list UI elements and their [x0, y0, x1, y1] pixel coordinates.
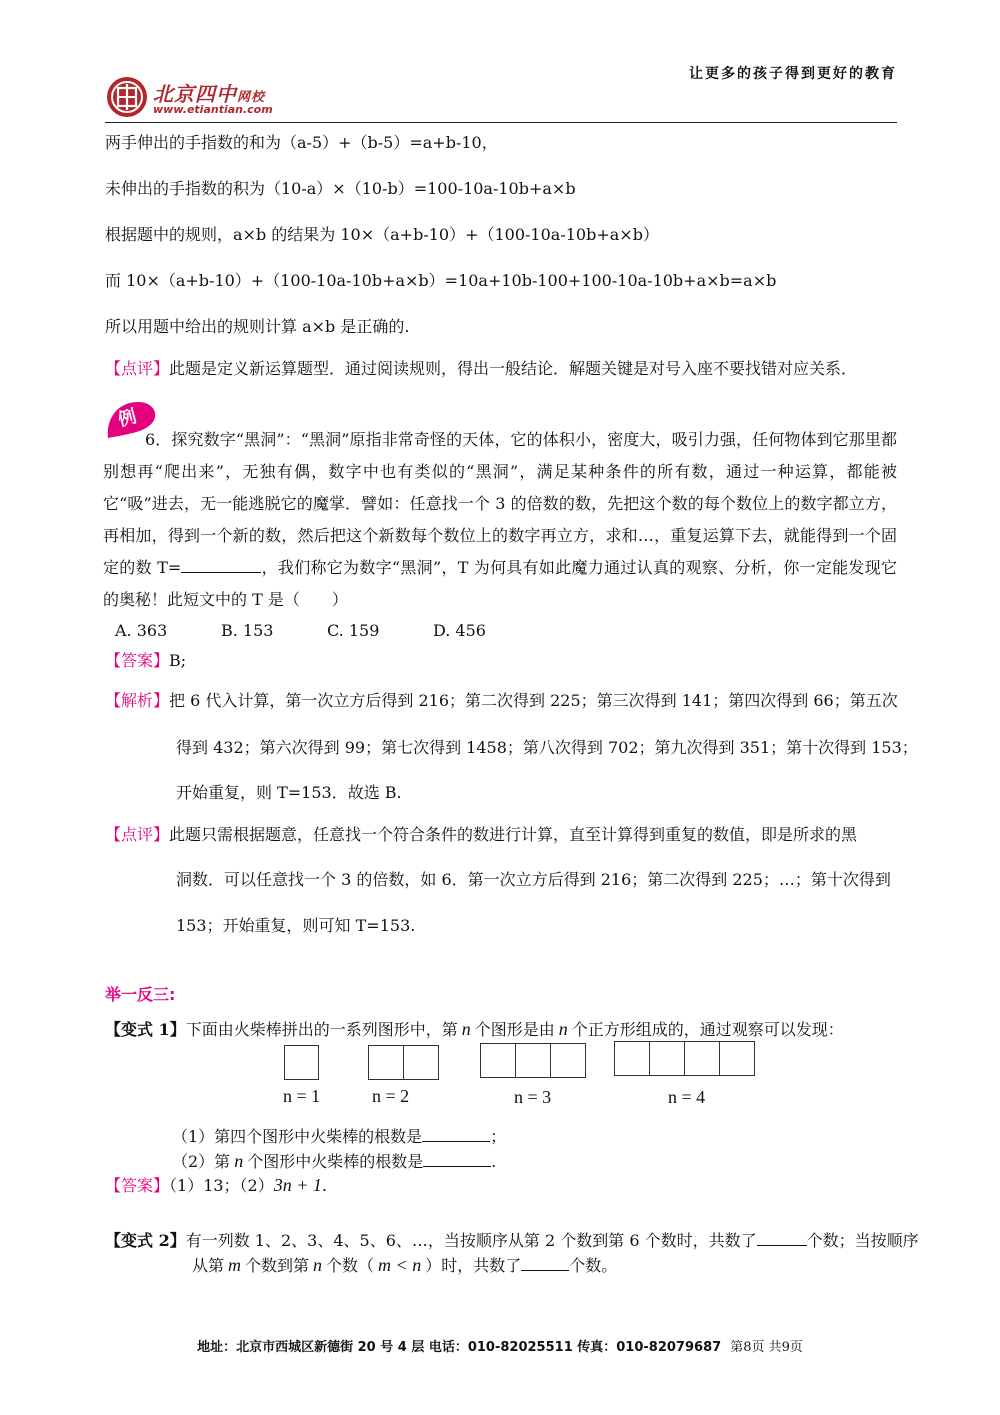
- example-badge-label: 例: [115, 405, 139, 431]
- analysis-text-1: 把 6 代入计算，第一次立方后得到 216；第二次得到 225；第三次得到 141；第四次得到 66；第五次: [169, 691, 898, 710]
- variant-1-q2-text-a: （2）第: [172, 1152, 231, 1171]
- answer-1: [105, 648, 186, 671]
- footer-address: 地址：北京市西城区新德街 20 号 4 层 电话：010-82025511 传真：010-82079687: [197, 1340, 722, 1355]
- proof-line-4: 而 10×（a+b-10）+（100-10a-10b+a×b）=10a+10b-100+100-10a-10b+a×b=a×b: [105, 271, 777, 290]
- variant-1-text-b: 个图形是由: [474, 1020, 555, 1039]
- logo-title-main: 北京四中: [153, 82, 237, 106]
- variant-1-var-n: n: [461, 1019, 471, 1039]
- figure-1-label: n = 1: [283, 1086, 321, 1106]
- proof-line-2: 未伸出的手指数的积为（10-a）×（10-b）=100-10a-10b+a×b: [105, 179, 576, 198]
- example-text-2: ，我们称它为数字“黑洞”，T 为何具有如此魔力通过认真的观察、分析，你一定能发现它的奥秘！此短文中的 T 是（ ）: [103, 558, 897, 609]
- variant-1-q2-end: .: [491, 1152, 497, 1171]
- option-d: D. 456: [433, 621, 486, 640]
- variant-1-answer-end: .: [321, 1176, 327, 1195]
- comment-2-tag: 【点评】: [105, 825, 170, 844]
- variant-2-text-g: 个数。: [569, 1256, 618, 1275]
- analysis-line-2: 得到 432；第六次得到 99；第七次得到 1458；第八次得到 702；第九次得到 351；第十次得到 153；: [176, 738, 918, 757]
- example-text: 6．探究数字“黑洞”：“黑洞”原指非常奇怪的天体，它的体积小，密度大，吸引力强，任何物体到它那里都别想再“爬出来”，无独有偶，数字中也有类似的“黑洞”，满足某种条件的所有数，通过一种运算，都能被它“吸”进去，无一能逃脱它的魔掌．譬如：任意找一个 3 的倍数的数，先把这个数的每个数位上的数字都立方，再相加，得到一个新的数，然后把这个新数每个数位上的数字再立方，求和…，重复运算下去，就能得到一个固定的数 T=: [103, 430, 897, 577]
- example-options: [115, 621, 486, 640]
- option-c: C. 159: [327, 621, 380, 640]
- variant-1-var-n-2: n: [558, 1019, 568, 1039]
- figure-1-square: [284, 1045, 319, 1080]
- variant-1-q2: [172, 1149, 496, 1172]
- figure-2-label: n = 2: [372, 1086, 410, 1106]
- variant-1-q1: [172, 1124, 506, 1147]
- variant-1-q1-end: ；: [490, 1127, 507, 1146]
- school-logo: [105, 74, 295, 120]
- variant-1-stem: [105, 1017, 844, 1040]
- example-question: [103, 424, 897, 616]
- analysis-tag: 【解析】: [105, 691, 170, 710]
- option-b: B. 153: [221, 621, 274, 640]
- figure-4-square: [649, 1041, 685, 1076]
- figure-4-square: [684, 1041, 720, 1076]
- practice-heading: 举一反三:: [105, 985, 176, 1004]
- comment-2-line-2: 洞数．可以任意找一个 3 的倍数，如 6．第一次立方后得到 216；第二次得到 225；…；第十次得到: [176, 870, 891, 889]
- variant-1-text-a: 下面由火柴棒拼出的一系列图形中，第: [185, 1020, 458, 1039]
- variant-2-text-a: 有一列数 1、2、3、4、5、6、…，当按顺序从第 2 个数到第 6 个数时，共数了: [185, 1231, 757, 1250]
- logo-url: www.etiantian.com: [153, 103, 273, 116]
- variant-1-q1-blank: [422, 1141, 490, 1142]
- comment-2-line-3: 153；开始重复，则可知 T=153.: [176, 916, 416, 935]
- option-a: A. 363: [115, 621, 168, 640]
- variant-2-text-b: 个数；当按顺序: [806, 1231, 919, 1250]
- variant-2-blank-2: [521, 1270, 569, 1271]
- figure-3-square: [480, 1043, 516, 1078]
- page-footer: [0, 1336, 1000, 1355]
- figure-2-square: [368, 1045, 404, 1080]
- variant-1-q1-text: （1）第四个图形中火柴棒的根数是: [172, 1127, 423, 1146]
- header-divider: [105, 122, 897, 123]
- variant-2-blank-1: [757, 1245, 807, 1246]
- figure-4-label: n = 4: [668, 1087, 706, 1107]
- variant-2-var-n: n: [313, 1255, 323, 1275]
- variant-1-q2-blank: [423, 1166, 491, 1167]
- proof-line-5: 所以用题中给出的规则计算 a×b 是正确的.: [105, 317, 410, 336]
- figure-2-square: [403, 1045, 439, 1080]
- variant-2-line-2: [192, 1253, 617, 1276]
- variant-2-text-e: 个数（: [326, 1256, 375, 1275]
- analysis-line-1: [105, 688, 898, 711]
- figure-4-square: [614, 1041, 650, 1076]
- variant-2-text-f: ）时，共数了: [425, 1256, 522, 1275]
- variant-1-answer-formula: 3n + 1: [273, 1175, 322, 1195]
- variant-1-q2-text-b: 个图形中火柴棒的根数是: [247, 1152, 424, 1171]
- variant-2-text-d: 个数到第: [245, 1256, 310, 1275]
- variant-2-tag: 【变式 2】: [105, 1231, 186, 1250]
- variant-1-tag: 【变式 1】: [105, 1020, 186, 1039]
- figure-3-square: [550, 1043, 586, 1078]
- variant-2-line-1: [105, 1228, 919, 1251]
- variant-2-text-c: 从第: [192, 1256, 225, 1275]
- variant-1-answer-tag: 【答案】: [105, 1176, 170, 1195]
- variant-1-answer: [105, 1173, 327, 1196]
- variant-1-text-c: 个正方形组成的，通过观察可以发现：: [571, 1020, 844, 1039]
- answer-1-tag: 【答案】: [105, 651, 170, 670]
- variant-1-q2-var-n: n: [234, 1151, 244, 1171]
- figure-4-square: [719, 1041, 755, 1076]
- figure-3-label: n = 3: [514, 1087, 552, 1107]
- variant-2-var-m: m: [228, 1255, 242, 1275]
- comment-1-text: 此题是定义新运算题型．通过阅读规则，得出一般结论．解题关键是对号入座不要找错对应关系．: [169, 359, 858, 378]
- figure-3-square: [515, 1043, 551, 1078]
- header-slogan: 让更多的孩子得到更好的教育: [689, 66, 897, 82]
- footer-page-number: 第8页 共9页: [730, 1340, 803, 1355]
- comment-2-line-1: [105, 822, 857, 845]
- logo-title-sub: 网校: [237, 90, 266, 105]
- answer-1-text: B;: [169, 651, 187, 670]
- comment-1-tag: 【点评】: [105, 359, 170, 378]
- variant-1-answer-text: （1）13；（2）: [169, 1176, 274, 1195]
- example-blank: [181, 572, 261, 573]
- variant-2-inequality: m < n: [378, 1255, 422, 1275]
- proof-line-1: 两手伸出的手指数的和为（a-5）+（b-5）=a+b-10，: [105, 133, 498, 152]
- comment-2-text-1: 此题只需根据题意，任意找一个符合条件的数进行计算，直至计算得到重复的数值，即是所求的黑: [169, 825, 858, 844]
- comment-1: [105, 356, 857, 379]
- analysis-line-3: 开始重复，则 T=153．故选 B.: [176, 783, 402, 802]
- proof-line-3: 根据题中的规则，a×b 的结果为 10×（a+b-10）+（100-10a-10b+a×b）: [105, 225, 659, 244]
